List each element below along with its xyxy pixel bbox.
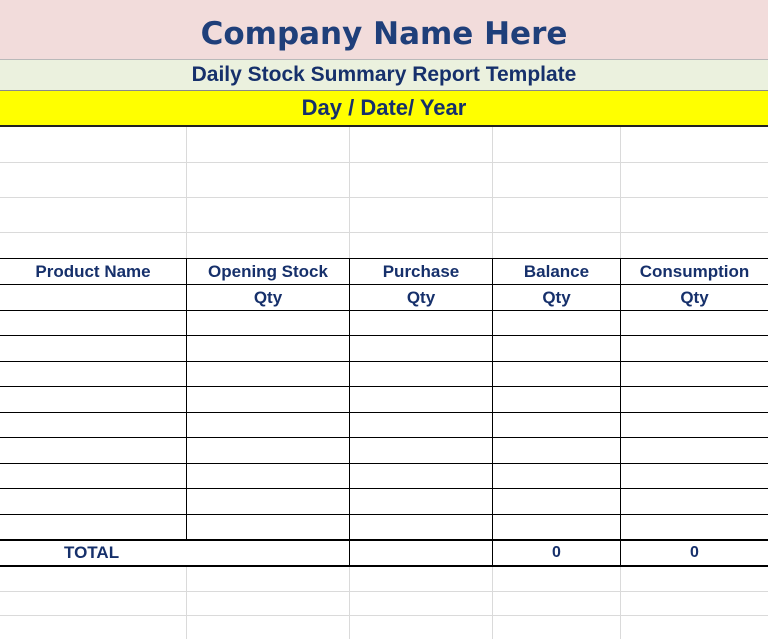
- total-balance[interactable]: 0: [552, 544, 561, 561]
- header-product-name: Product Name: [35, 261, 151, 281]
- row-border: [0, 335, 768, 336]
- header-consumption-qty: Qty: [680, 287, 709, 307]
- gridline: [492, 127, 493, 258]
- row-border: [0, 514, 768, 515]
- gridline: [0, 591, 768, 592]
- row-border: [0, 488, 768, 489]
- header-consumption: Consumption: [639, 261, 750, 281]
- gridline: [0, 162, 768, 163]
- row-border: [0, 361, 768, 362]
- header-opening-stock-qty: Qty: [253, 287, 283, 307]
- gridline: [620, 567, 621, 639]
- table-border-bottom: [0, 565, 768, 567]
- gridline: [349, 567, 350, 639]
- row-border: [0, 386, 768, 387]
- row-border: [0, 463, 768, 464]
- report-title-cell[interactable]: Daily Stock Summary Report Template: [0, 60, 768, 91]
- gridline: [0, 197, 768, 198]
- row-border: [0, 412, 768, 413]
- date-cell[interactable]: Day / Date/ Year: [0, 91, 768, 127]
- header-purchase-qty: Qty: [406, 287, 436, 307]
- total-label: TOTAL: [64, 543, 120, 562]
- company-name-cell[interactable]: Company Name Here: [0, 0, 768, 60]
- header-balance: Balance: [523, 261, 590, 281]
- gridline: [186, 567, 187, 639]
- gridline: [349, 127, 350, 258]
- gridline: [0, 615, 768, 616]
- header-purchase: Purchase: [382, 261, 460, 281]
- gridline: [620, 127, 621, 258]
- gridline: [186, 127, 187, 258]
- header-opening-stock: Opening Stock: [208, 261, 328, 281]
- total-consumption[interactable]: 0: [690, 544, 699, 561]
- gridline: [492, 567, 493, 639]
- header-balance-qty: Qty: [542, 287, 571, 307]
- row-border: [0, 437, 768, 438]
- header-bottom-border: [0, 310, 768, 311]
- gridline: [0, 232, 768, 233]
